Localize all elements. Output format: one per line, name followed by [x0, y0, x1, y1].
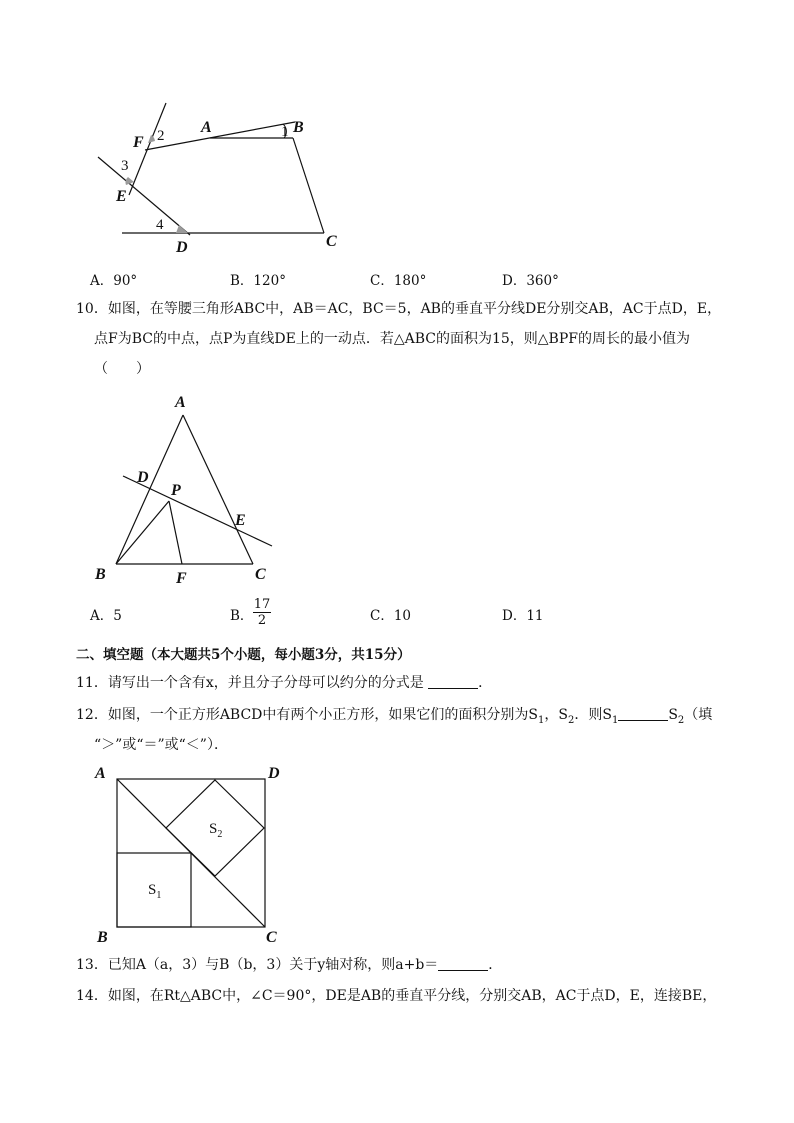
label-S2: $S_2$ [209, 821, 223, 840]
label-C: C [266, 929, 277, 946]
q12-sub1b: 1 [611, 714, 619, 726]
q13-text: 13．已知A（a，3）与B（b，3）关于y轴对称，则a+b＝ [76, 957, 439, 973]
q10-option-a[interactable]: A．5 [90, 608, 122, 624]
q14-line1: 14．如图，在Rt△ABC中，∠C＝90°，DE是AB的垂直平分线，分别交AB，AC于点D，E，连接BE， [76, 988, 717, 1004]
q10-option-c[interactable]: C．10 [370, 608, 412, 624]
q10-line2: 点F为BC的中点，点P为直线DE上的一动点．若△ABC的面积为15，则△BPF的周长的最小值为 [94, 331, 690, 347]
q10-option-b[interactable]: B． [230, 608, 254, 624]
q12-text-e: （填 [684, 707, 713, 723]
section2-heading: 二、填空题（本大题共5个小题，每小题3分，共15分） [76, 647, 411, 663]
label-C: C [326, 233, 337, 250]
q13-end: ． [488, 957, 503, 973]
label-F: F [133, 134, 144, 151]
label-angle-1: 1 [281, 124, 289, 140]
fraction-denominator: 2 [253, 612, 271, 628]
label-B: B [95, 566, 106, 583]
angle2-marker [148, 135, 155, 143]
q11-answer-blank[interactable] [428, 674, 478, 689]
label-B: B [97, 929, 108, 946]
q13 [76, 955, 502, 975]
q12-sub1: 1 [538, 714, 545, 726]
q9-option-b[interactable]: B．120° [230, 273, 286, 289]
q9-option-c[interactable]: C．180° [370, 273, 427, 289]
q13-answer-blank[interactable] [438, 956, 488, 971]
q12-square-diagram [90, 760, 290, 950]
q10-answer-bracket: （ ） [94, 361, 150, 377]
label-D: D [137, 469, 149, 486]
label-E: E [235, 512, 246, 529]
q12-figure [90, 760, 290, 950]
q11-end: ． [478, 675, 493, 691]
q9-option-a[interactable]: A．90° [90, 273, 138, 289]
fraction-numerator: 17 [253, 597, 271, 612]
angle4-marker [176, 225, 188, 233]
label-F: F [176, 570, 187, 587]
q10-figure [90, 390, 290, 590]
q12-line1 [76, 705, 712, 731]
q10-option-d[interactable]: D．11 [502, 608, 544, 624]
q10-option-b-fraction [253, 597, 271, 628]
label-angle-2: 2 [157, 128, 165, 144]
label-B: B [293, 119, 304, 136]
q10-line1: 10．如图，在等腰三角形ABC中，AB＝AC，BC＝5，AB的垂直平分线DE分别交AB，AC于点D，E， [76, 301, 722, 317]
q11-text: 11．请写出一个含有x，并且分子分母可以约分的分式是 [76, 675, 424, 691]
label-S1: $S_1$ [148, 882, 162, 901]
q12-line2: “＞”或“＝”或“＜”）． [94, 737, 228, 753]
label-angle-3: 3 [121, 158, 129, 174]
q9-options [90, 269, 690, 289]
q12-text-a: 12．如图，一个正方形ABCD中有两个小正方形，如果它们的面积分别为S [76, 707, 538, 723]
q9-geometry-diagram [90, 95, 350, 260]
label-A: A [175, 394, 186, 411]
q10-options [90, 604, 690, 624]
q10-triangle-diagram [90, 390, 290, 590]
q9-option-d[interactable]: D．360° [502, 273, 559, 289]
q12-text-d: S [668, 707, 678, 723]
label-P: P [171, 482, 181, 499]
label-A: A [95, 765, 106, 782]
label-D: D [268, 765, 280, 782]
q12-text-b: ，S [544, 707, 568, 723]
q9-figure [90, 95, 350, 260]
label-A: A [201, 119, 212, 136]
q11 [76, 673, 492, 693]
q12-text-c: ．则S [574, 707, 612, 723]
label-angle-4: 4 [156, 217, 164, 233]
q12-sub2b: 2 [677, 714, 685, 726]
label-E: E [116, 188, 127, 205]
q12-answer-blank[interactable] [618, 706, 668, 721]
q12-sub2: 2 [567, 714, 575, 726]
label-C: C [255, 566, 266, 583]
label-D: D [176, 239, 188, 256]
